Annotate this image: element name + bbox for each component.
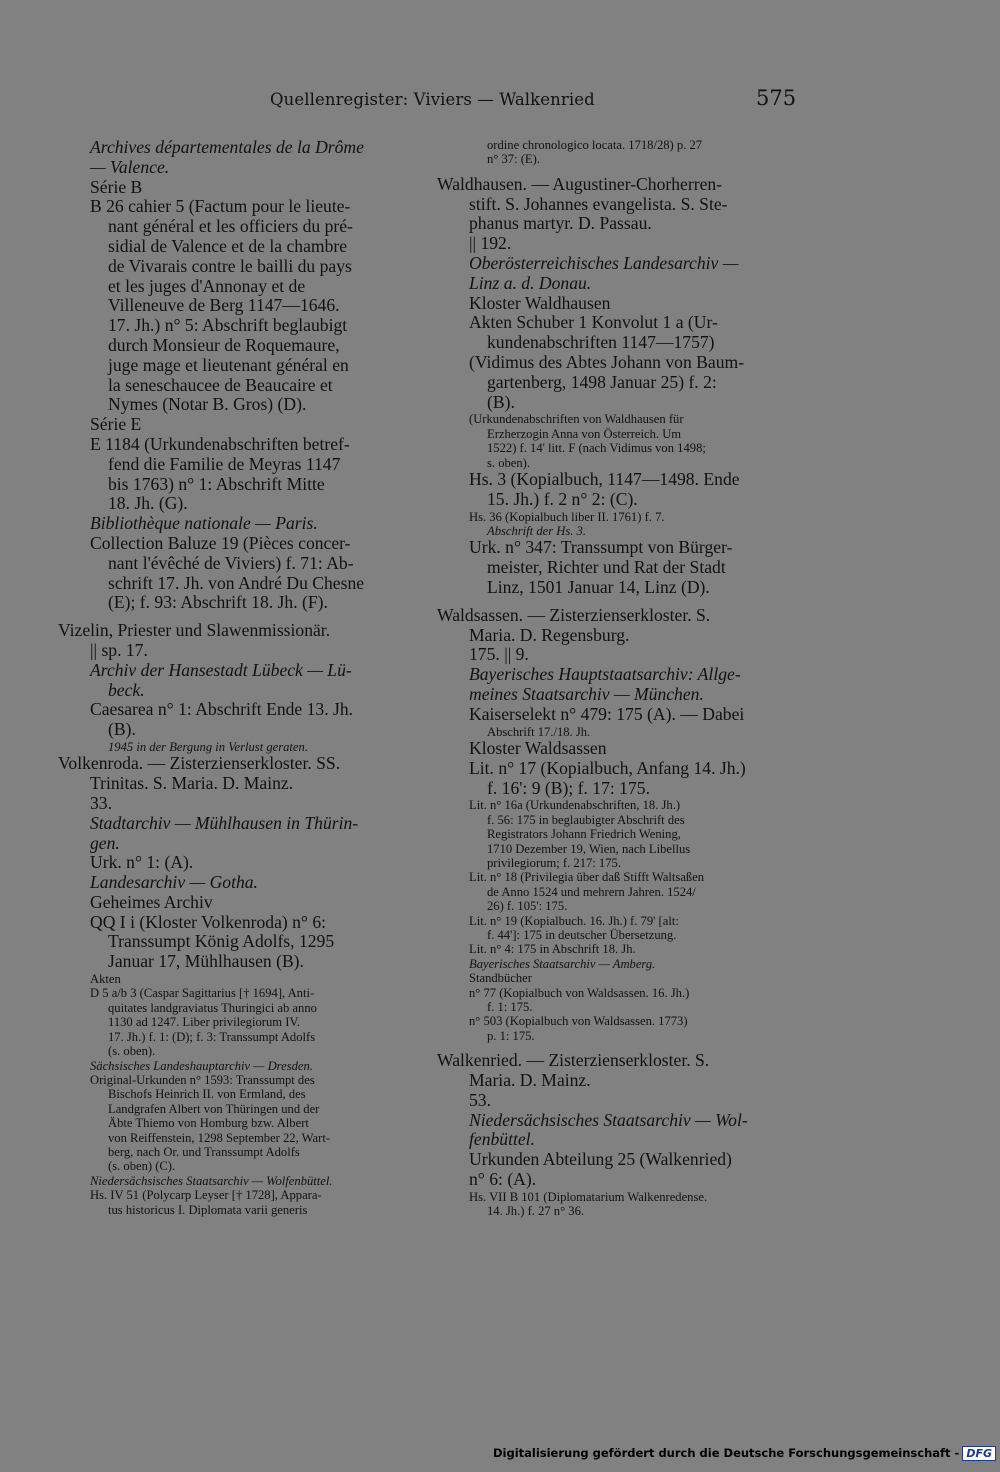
text-line: juge mage et lieutenant général en [108,355,349,375]
text-line: (E); f. 93: Abschrift 18. Jh. (F). [108,593,328,613]
text-line: Landgrafen Albert von Thüringen und der [108,1101,320,1116]
text-line: kundenabschriften 1147—1757) [487,333,715,353]
text-line: 175. || 9. [469,645,529,665]
text-line: p. 1: 175. [487,1028,535,1043]
entry-gap [437,598,795,606]
archive-name-line: Oberösterreichisches Landesarchiv — [469,254,739,273]
text-line: von Reiffenstein, 1298 September 22, Wart- [108,1130,331,1145]
archive-name-line: Archives départementales de la Drôme [90,138,364,157]
text-line: Nymes (Notar B. Gros) (D). [108,395,307,415]
archive-name-line: Bibliothèque nationale — Paris. [90,514,318,534]
text-line: Standbücher [469,971,532,986]
entry-gap [58,613,416,621]
text-line: Kloster Waldhausen [469,293,611,313]
text-line: nant l'évêché de Viviers) f. 71: Ab- [108,553,354,573]
text-line: Hs. 3 (Kopialbuch, 1147—1498. Ende [469,470,740,489]
entry-heading-line: Walkenried. — Zisterzienserkloster. S. [437,1051,710,1071]
entry-heading-line: Waldhausen. — Augustiner-Chorherren- [437,174,723,194]
text-line: bis 1763) n° 1: Abschrift Mitte [108,474,325,494]
text-line: Lit. n° 16a (Urkundenabschriften, 18. Jh.) [469,798,681,813]
text-line: stift. S. Johannes evangelista. S. Ste- [469,194,728,214]
text-line: Urk. n° 347: Transsumpt von Bürger- [469,538,733,558]
text-line: la seneschaucee de Beaucaire et [108,375,333,395]
text-line: B 26 cahier 5 (Factum pour le lieute- [90,197,351,217]
archive-name-line: gen. [90,833,120,853]
text-line: Abschrift 17./18. Jh. [487,724,591,739]
text-line: (B). [487,392,515,412]
text-line: Collection Baluze 19 (Pièces concer- [90,533,351,553]
text-line: Transsumpt König Adolfs, 1295 [108,932,335,952]
text-line: f. 56: 175 in beglaubigter Abschrift des [487,812,685,827]
text-line: n° 6: (A). [469,1170,537,1190]
text-line: Série E [90,415,142,435]
text-line: (B). [108,720,136,740]
text-line: Kaiserselekt n° 479: 175 (A). — Dabei [469,704,745,724]
archive-name-line: Niedersächsisches Staatsarchiv — Wolfenbüttel. [90,1173,333,1188]
archive-name-line: fenbüttel. [469,1130,535,1150]
text-line: 17. Jh.) f. 1: (D); f. 3: Transsumpt Adolfs [108,1029,316,1044]
text-line: 1522) f. 14' litt. F (nach Vidimus von 1498; [487,441,706,456]
text-line: s. oben). [487,455,531,470]
archive-name-line: — Valence. [90,157,170,177]
text-line: 1130 ad 1247. Liber privilegiorum IV. [108,1015,301,1030]
text-line: Lit. n° 18 (Privilegia über daß Stifft Waltsaßen [469,870,705,885]
right-column [437,138,795,1219]
text-line: n° 77 (Kopialbuch von Waldsassen. 16. Jh.) [469,985,690,1000]
text-line: fend die Familie de Meyras 1147 [108,454,341,474]
text-line: de Anno 1524 und mehrern Jahren. 1524/ [487,884,696,899]
text-line: berg, nach Or. und Transsumpt Adolfs [108,1144,300,1159]
text-line: Registrators Johann Friedrich Wening, [487,827,681,842]
text-line: Villeneuve de Berg 1147—1646. [108,296,340,316]
text-line: Januar 17, Mühlhausen (B). [108,952,304,972]
footer-credit [0,1446,996,1466]
text-line: Lit. n° 19 (Kopialbuch. 16. Jh.) f. 79' [alt: [469,913,679,928]
page-header [0,88,1000,118]
dfg-logo: DFG [962,1446,996,1461]
archive-name-line: Linz a. d. Donau. [469,273,592,293]
archive-name-line: Bayerisches Staatsarchiv — Amberg. [469,956,656,971]
archive-name-line: Stadtarchiv — Mühlhausen in Thürin- [90,813,359,833]
text-line: Akten [90,972,121,987]
text-line: Linz, 1501 Januar 14, Linz (D). [487,578,710,597]
entry-gap [437,1043,795,1051]
archive-name-line: Sächsisches Landeshauptarchiv — Dresden. [90,1058,313,1073]
text-line: || sp. 17. [90,640,148,660]
text-line: Lit. n° 4: 175 in Abschrift 18. Jh. [469,942,636,957]
text-line: 33. [90,793,112,813]
text-line: (Vidimus des Abtes Johann von Baum- [469,352,745,372]
text-line: 15. Jh.) f. 2 n° 2: (C). [487,489,638,509]
text-line: nant général et les officiers du pré- [108,217,353,237]
archive-name-line: meines Staatsarchiv — München. [469,684,704,704]
text-line: schrift 17. Jh. von André Du Chesne [108,573,365,593]
text-line: Akten Schuber 1 Konvolut 1 a (Ur- [469,313,718,333]
text-line: meister, Richter und Rat der Stadt [487,558,726,578]
entry-gap [437,167,795,175]
text-line: n° 503 (Kopialbuch von Waldsassen. 1773) [469,1014,688,1029]
text-line: D 5 a/b 3 (Caspar Sagittarius [† 1694], Anti- [90,986,315,1001]
text-line: Hs. VII B 101 (Diplomatarium Walkenredense. [469,1189,708,1204]
archive-name-line: Landesarchiv — Gotha. [90,873,258,893]
text-line: durch Monsieur de Roquemaure, [108,335,340,355]
text-line: privilegiorum; f. 217: 175. [487,856,621,870]
archive-name-line: 1945 in der Bergung in Verlust geraten. [108,739,308,754]
text-line: de Vivarais contre le bailli du pays [108,256,352,276]
text-line: 17. Jh.) n° 5: Abschrift beglaubigt [108,316,348,336]
text-line: 1710 Dezember 19, Wien, nach Libellus [487,841,691,856]
archive-name-line: Bayerisches Hauptstaatsarchiv: Allge- [469,665,741,685]
text-line: Kloster Waldsassen [469,738,607,758]
text-line: tus historicus I. Diplomata varii generis [108,1202,308,1217]
text-line: gartenberg, 1498 Januar 25) f. 2: [487,372,717,392]
footer-credit-text: Digitalisierung gefördert durch die Deutsche Forschungsgemeinschaft - [492,1446,960,1460]
text-line: Lit. n° 17 (Kopialbuch, Anfang 14. Jh.) [469,758,746,778]
page-number: 575 [756,86,797,110]
text-line: et les juges d'Annonay et de [108,276,306,296]
running-title: Quellenregister: Viviers — Walkenried [270,90,595,109]
text-line: Caesarea n° 1: Abschrift Ende 13. Jh. [90,700,354,720]
archive-name-line: beck. [108,680,145,700]
text-line: 18. Jh. (G). [108,494,188,514]
archive-name-line: Abschrift der Hs. 3. [487,524,586,538]
entry-heading-line: Volkenroda. — Zisterzienserkloster. SS. [58,754,341,774]
text-line: n° 37: (E). [487,152,540,167]
text-line: QQ I i (Kloster Volkenroda) n° 6: [90,912,327,932]
text-line: f. 44']: 175 in deutscher Übersetzung. [487,928,677,943]
text-line: Äbte Thiemo von Homburg bzw. Albert [108,1116,309,1131]
left-column [58,138,416,1217]
text-line: Maria. D. Mainz. [469,1071,591,1091]
text-line: Geheimes Archiv [90,892,213,912]
text-line: phanus martyr. D. Passau. [469,214,652,234]
text-line: 53. [469,1090,491,1110]
text-line: Urk. n° 1: (A). [90,853,194,873]
text-line: Série B [90,177,143,197]
entry-heading-line: Vizelin, Priester und Slawenmissionär. [58,621,331,641]
text-line: sidial de Valence et de la chambre [108,236,348,256]
text-line: Urkunden Abteilung 25 (Walkenried) [469,1150,732,1170]
text-line: Trinitas. S. Maria. D. Mainz. [90,774,294,794]
text-line: 14. Jh.) f. 27 n° 36. [487,1204,585,1219]
archive-name-line: Niedersächsisches Staatsarchiv — Wol- [469,1110,748,1130]
text-line: (s. oben) (C). [108,1159,176,1174]
text-line: quitates landgraviatus Thuringici ab anno [108,1000,317,1015]
archive-name-line: Archiv der Hansestadt Lübeck — Lü- [90,660,352,680]
text-line: ordine chronologico locata. 1718/28) p. 27 [487,138,703,152]
text-line: || 192. [469,234,512,254]
entry-heading-line: Waldsassen. — Zisterzienserkloster. S. [437,605,711,625]
text-line: Original-Urkunden n° 1593: Transsumpt des [90,1072,315,1087]
text-line: (s. oben). [108,1044,156,1059]
text-line: Maria. D. Regensburg. [469,625,630,645]
text-line: 26) f. 105': 175. [487,899,568,914]
text-line: Bischofs Heinrich II. von Ermland, des [108,1087,306,1102]
text-line: f. 16': 9 (B); f. 17: 175. [487,778,650,798]
text-line: Hs. 36 (Kopialbuch liber II. 1761) f. 7. [469,509,665,524]
text-line: Hs. IV 51 (Polycarp Leyser [† 1728], Appara- [90,1188,322,1203]
text-line: E 1184 (Urkundenabschriften betref- [90,434,350,454]
text-line: Erzherzogin Anna von Österreich. Um [487,426,682,441]
text-line: (Urkundenabschriften von Waldhausen für [469,412,684,427]
text-line: f. 1: 175. [487,1000,533,1015]
